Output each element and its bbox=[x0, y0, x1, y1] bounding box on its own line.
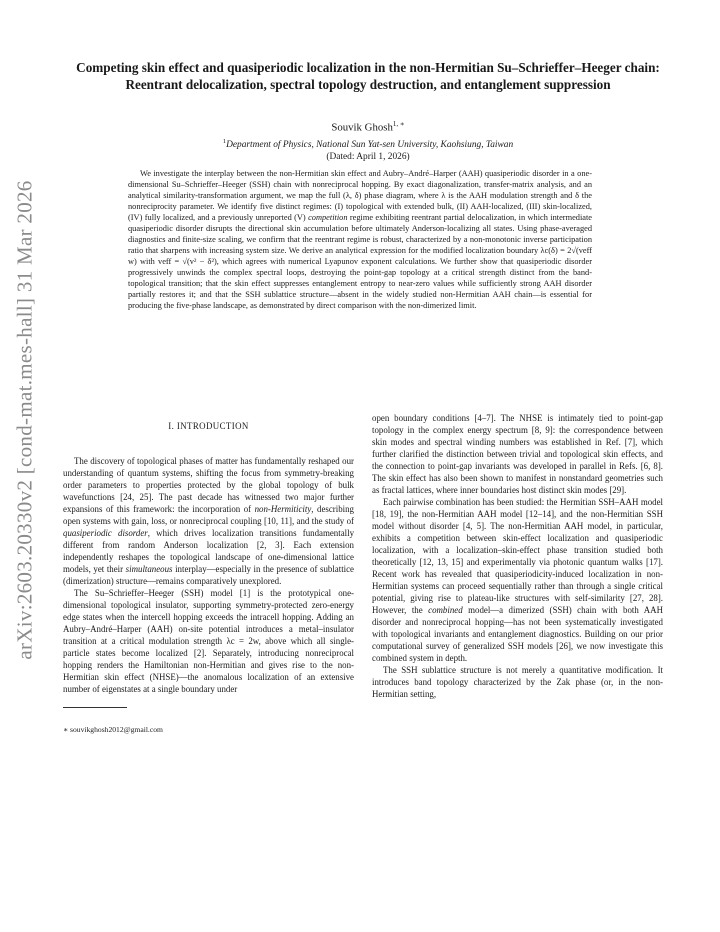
abstract-formula: λc(δ) = 2√(veff w) with veff = √(v² − δ²) bbox=[128, 246, 593, 267]
paragraph bbox=[63, 455, 354, 587]
text-run: Each pairwise combination has been studied: the Hermitian SSH–AAH model [18, 19], the non-Hermitian AAH model [12–14], and the non-Hermitian SSH model without disorder [4, 5]. The non-Hermitian AAH model, in particular, exhibits a competition between skin-effect localization and quasiperiodic localization, with a localization–skin-effect phase transition studied both theoretically [12, 13, 15] and experimentally via photonic quantum walks [17]. Recent work has revealed that quasiperiodicity-induced localization in non-Hermitian systems can proceed sequentially rather than through a single critical potential, giving rise to plateau-like structures with self-similarity [27, 28]. However, the bbox=[372, 497, 663, 615]
date-line: (Dated: April 1, 2026) bbox=[326, 152, 410, 162]
footnote-rule bbox=[63, 707, 127, 708]
paragraph: The Su–Schrieffer–Heeger (SSH) model [1] is the prototypical one-dimensional topological insulator, supporting symmetry-protected zero-energy edge states when the intercell hopping exceeds the intracell hopping. Adding an Aubry–André–Harper (AAH) on-site potential introduces a metal–insulator transition at a critical modulation strength λc = 2w, above which all single-particle states become localized [2]. Separately, introducing nonreciprocal hopping renders the Hamiltonian non-Hermitian and gives rise to the non-Hermitian skin effect (NHSE)—the anomalous localization of an extensive number of eigenstates at a single boundary under bbox=[63, 588, 354, 694]
abstract-text: , which agrees with numerical Lyapunov exponent calculations. We further show that quasiperiodic disorder progressively unwinds the complex spectral loops, destroying the point-gap topology at a critical strength distinct from the band-topological transition; that the skin effect suppresses entanglement entropy to near-zero values while sufficiently strong AAH disorder partially restores it; and that the SSH sublattice structure—absent in the widely studied non-Hermitian AAH chain—is essential for producing the five-phase landscape, as demonstrated by direct comparison with the non-dimerized limit. bbox=[128, 257, 592, 311]
emphasis: combined bbox=[428, 605, 463, 615]
arxiv-identifier: arXiv:2603.20330v2 [cond-mat.mes-hall] 31 Mar 2026 bbox=[12, 180, 37, 660]
affiliation-mark: 1 bbox=[222, 138, 227, 145]
footnote: ∗ souvikghosh2012@gmail.com bbox=[63, 725, 163, 734]
author-name: Souvik Ghosh bbox=[331, 121, 393, 134]
abstract-text: regime exhibiting reentrant partial delocalization, in which intermediate quasiperiodic disorder disrupts the directional skin accumulation before ultimately Anderson-localizing all states. Using phase-averaged diagnostics and finite-size scaling, we confirm that the reentrant regime is robust, characterized by a non-monotonic inverse participation ratio that sharpens with increasing system size. We derive an analytical expression for the modified localization boundary bbox=[128, 213, 592, 256]
column-right bbox=[372, 412, 663, 700]
paragraph bbox=[372, 496, 663, 664]
abstract bbox=[128, 168, 592, 311]
affiliation: Department of Physics, National Sun Yat-sen University, Kaohsiung, Taiwan bbox=[226, 140, 514, 151]
paragraph: open boundary conditions [4–7]. The NHSE is intimately tied to point-gap topology in the complex energy spectrum [8, 9]: the correspondence between skin modes and spectral winding numbers was established in Ref. [7], which further clarified the distinction between trivial and topological skin effects, and the connection to point-gap invariants was developed in parallel in Refs. [6, 8]. The skin effect has also been shown to manifest in nonstandard geometries such as fractal lattices, where inner boundaries host distinct skin modes [29]. bbox=[372, 413, 663, 495]
emphasis: non-Hermiticity bbox=[254, 504, 312, 514]
column-left bbox=[63, 412, 354, 735]
text-run: , describing open systems with gain, loss, or nonreciprocal coupling [10, 11], and the study of bbox=[63, 504, 354, 526]
abstract-text: We investigate the interplay between the non-Hermitian skin effect and Aubry–André–Harper (AAH) quasiperiodic disorder in a one-dimensional Su–Schrieffer–Heeger (SSH) chain with nonreciprocal hopping. By exact diagonalization, transfer-matrix analysis, and an analytical similarity-transformation argument, we map the full (λ, δ) phase diagram, where λ is the AAH modulation strength and δ the nonreciprocity parameter. We identify five distinct regimes: (I) topological with extended bulk, (II) AAH-localized, (III) skin-localized, (IV) fully localized, and a previously unreported (V) bbox=[128, 169, 592, 223]
text-run: , which drives localization transitions fundamentally different from random Anderson localization [2, 3]. Each extension independently reshapes the topological landscape of one-dimensional lattice models, yet their bbox=[63, 528, 355, 574]
abstract-emphasis: competition bbox=[308, 213, 348, 223]
arxiv-identifier-sidebar bbox=[4, 180, 46, 660]
text-run: The discovery of topological phases of matter has fundamentally reshaped our understanding of quantum systems, shifting the focus from symmetry-breaking order parameters to properties protected by the global topology of bulk wavefunctions [24, 25]. The past decade has witnessed two major further expansions of this framework: the incorporation of bbox=[63, 456, 354, 514]
text-run: model—a dimerized (SSH) chain with both AAH disorder and nonreciprocal hopping—has not been systematically investigated with topological invariants and entanglement diagnostics. Building on our prior computational survey of generalized SSH models [26], we now investigate this combined system in depth. bbox=[372, 605, 664, 663]
affiliation-line bbox=[70, 138, 666, 150]
section-heading: I. INTRODUCTION bbox=[168, 421, 249, 431]
emphasis: quasiperiodic disorder bbox=[63, 528, 148, 538]
paragraph: The SSH sublattice structure is not merely a quantitative modification. It introduces band topology characterized by the Zak phase (or, in the non-Hermitian setting, bbox=[372, 665, 663, 699]
paper-title: Competing skin effect and quasiperiodic localization in the non-Hermitian Su–Schrieffer–Heeger chain: Reentrant delocalization, spectral topology destruction, and entanglement suppression bbox=[76, 60, 660, 92]
author-marks: 1, ∗ bbox=[392, 120, 405, 128]
emphasis: simultaneous bbox=[125, 564, 173, 574]
author-line bbox=[70, 120, 666, 134]
text-run: interplay—especially in the presence of sublattice (dimerization) structure—remains comparatively unexplored. bbox=[63, 564, 355, 586]
